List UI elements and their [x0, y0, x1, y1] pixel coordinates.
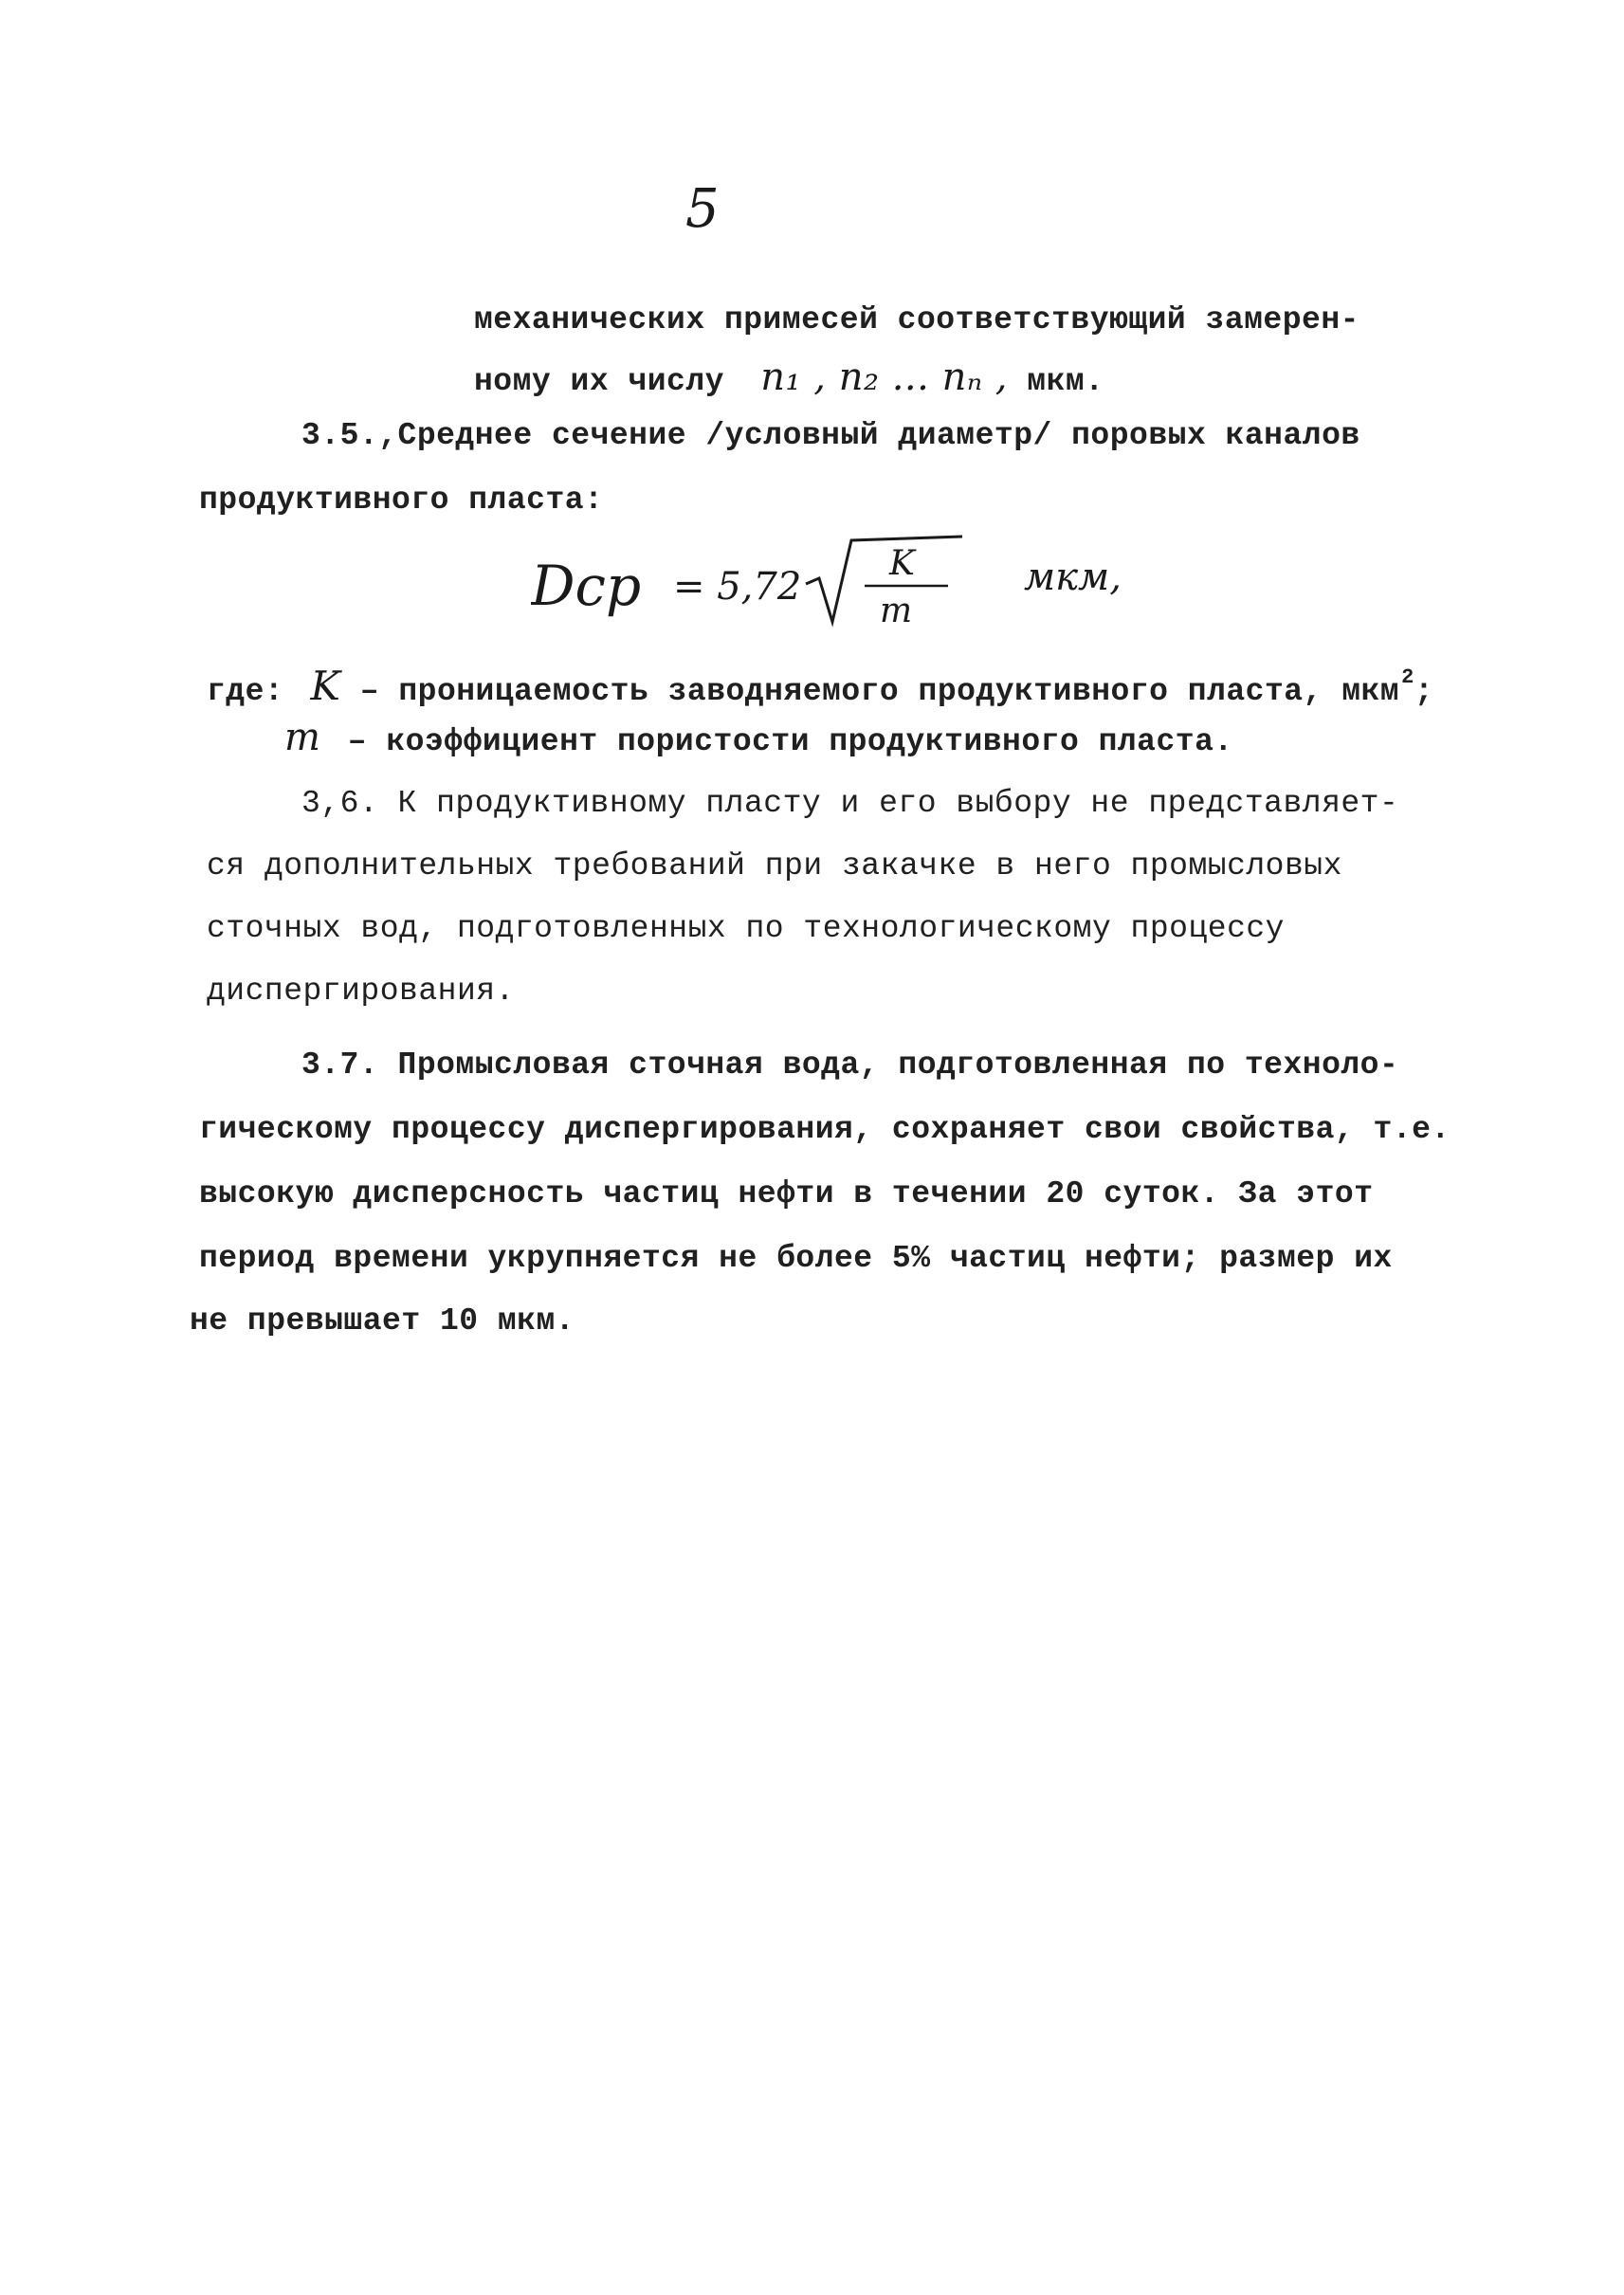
section-3-7-line-4: период времени укрупняется не более 5% частиц нефти; размер их	[199, 1241, 1393, 1276]
section-3-7-line-1: 3.7. Промысловая сточная вода, подготовленная по техноло-	[301, 1047, 1399, 1083]
where-label: где:	[207, 674, 284, 709]
line-1: механических примесей соответствующий замерен-	[474, 302, 1359, 337]
where-k-line	[207, 663, 1434, 714]
section-3-5-line-1: 3.5.,Среднее сечение /условный диаметр/ поровых каналов	[301, 418, 1360, 453]
where-k-sup: 2	[1401, 665, 1414, 689]
page-number: 5	[685, 178, 720, 240]
section-3-6-line-4: диспергирования.	[207, 974, 515, 1009]
section-3-7-line-3: высокую дисперсность частиц нефти в течении 20 суток. За этот	[199, 1176, 1374, 1211]
where-k-text: – проницаемость заводняемого продуктивного пласта, мкм	[359, 674, 1400, 709]
section-3-7-line-2: гическому процессу диспергирования, сохраняет свои свойства, т.е.	[199, 1112, 1451, 1147]
section-3-6-line-1: 3,6. К продуктивному пласту и его выбору не представляет-	[301, 786, 1399, 821]
section-3-7-line-5: не превышает 10 мкм.	[190, 1303, 575, 1339]
formula-unit: мкм,	[1024, 556, 1122, 599]
formula-coefficient: = 5,72	[673, 565, 802, 609]
where-k-end: ;	[1414, 674, 1434, 709]
line-2-vars: n₁ , n₂ ... nₙ ,	[760, 355, 1008, 399]
formula-lhs: Dср	[531, 554, 642, 618]
line-2-text: ному их числу	[474, 364, 724, 399]
section-3-6-line-3: сточных вод, подготовленных по технологическому процессу	[207, 911, 1285, 946]
section-3-6-line-2: ся дополнительных требований при закачке в него промысловых	[207, 848, 1342, 883]
where-k-variable: K	[310, 663, 341, 709]
where-m-text: – коэффициент пористости продуктивного пласта.	[347, 724, 1233, 759]
formula-denominator: m	[880, 592, 913, 630]
line-2	[474, 355, 1104, 401]
line-2-unit: мкм.	[1027, 364, 1104, 399]
where-m-variable: m	[284, 716, 321, 759]
where-m-line	[284, 716, 1233, 761]
section-3-5-line-2: продуктивного пласта:	[199, 483, 604, 518]
formula-numerator: K	[889, 544, 915, 583]
formula-diameter	[531, 531, 1176, 645]
